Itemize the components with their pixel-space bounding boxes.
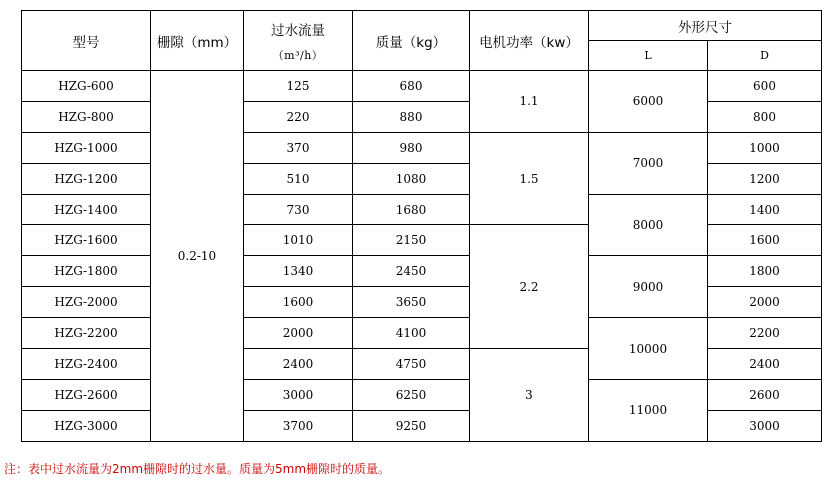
cell-model: HZG-1800 (22, 256, 151, 287)
header-power: 电机功率（kw） (470, 11, 589, 71)
cell-flow: 3000 (244, 379, 353, 410)
header-flow-unit: （m³/h） (272, 48, 324, 62)
footnote: 注：表中过水流量为2mm栅隙时的过水量。质量为5mm栅隙时的质量。 (4, 462, 391, 476)
spec-table (21, 10, 822, 442)
header-gap (151, 11, 244, 71)
table-row (22, 194, 822, 225)
header-gap-label: 栅隙（mm） (156, 34, 238, 51)
header-dim-l: L (589, 41, 708, 71)
header-flow (244, 11, 353, 71)
cell-d: 2200 (708, 318, 822, 349)
table-row (22, 132, 822, 163)
cell-model: HZG-2000 (22, 287, 151, 318)
cell-flow: 370 (244, 132, 353, 163)
cell-model: HZG-800 (22, 101, 151, 132)
cell-mass: 1680 (353, 194, 470, 225)
cell-d: 1600 (708, 225, 822, 256)
cell-d: 1400 (708, 194, 822, 225)
cell-d: 600 (708, 71, 822, 102)
cell-model: HZG-1400 (22, 194, 151, 225)
cell-length: 9000 (589, 256, 708, 318)
cell-mass: 9250 (353, 410, 470, 441)
cell-flow: 1340 (244, 256, 353, 287)
cell-power: 1.1 (470, 71, 589, 133)
header-mass: 质量（kg） (353, 11, 470, 71)
table-row (22, 71, 822, 102)
cell-mass: 4100 (353, 318, 470, 349)
cell-flow: 3700 (244, 410, 353, 441)
header-dims: 外形尺寸 (589, 11, 822, 41)
cell-model: HZG-1000 (22, 132, 151, 163)
cell-power: 1.5 (470, 132, 589, 225)
cell-d: 3000 (708, 410, 822, 441)
cell-flow: 1010 (244, 225, 353, 256)
cell-mass: 2150 (353, 225, 470, 256)
cell-length: 10000 (589, 318, 708, 380)
cell-d: 2000 (708, 287, 822, 318)
cell-gap: 0.2-10 (151, 71, 244, 442)
cell-flow: 1600 (244, 287, 353, 318)
cell-mass: 2450 (353, 256, 470, 287)
header-flow-label: 过水流量 (271, 22, 325, 39)
cell-d: 1800 (708, 256, 822, 287)
cell-flow: 2400 (244, 349, 353, 380)
cell-d: 800 (708, 101, 822, 132)
cell-power: 3 (470, 349, 589, 442)
table-row (22, 318, 822, 349)
table-row (22, 256, 822, 287)
cell-mass: 4750 (353, 349, 470, 380)
cell-d: 1000 (708, 132, 822, 163)
cell-flow: 220 (244, 101, 353, 132)
cell-d: 1200 (708, 163, 822, 194)
cell-flow: 2000 (244, 318, 353, 349)
cell-model: HZG-2600 (22, 379, 151, 410)
cell-power: 2.2 (470, 225, 589, 349)
table-row (22, 379, 822, 410)
cell-flow: 510 (244, 163, 353, 194)
cell-mass: 3650 (353, 287, 470, 318)
cell-model: HZG-2200 (22, 318, 151, 349)
cell-length: 11000 (589, 379, 708, 441)
header-dim-d: D (708, 41, 822, 71)
cell-model: HZG-600 (22, 71, 151, 102)
cell-d: 2600 (708, 379, 822, 410)
header-model: 型号 (22, 11, 151, 71)
cell-flow: 730 (244, 194, 353, 225)
cell-length: 6000 (589, 71, 708, 133)
cell-model: HZG-1600 (22, 225, 151, 256)
cell-model: HZG-1200 (22, 163, 151, 194)
cell-mass: 980 (353, 132, 470, 163)
cell-length: 8000 (589, 194, 708, 256)
cell-mass: 880 (353, 101, 470, 132)
header-row (22, 11, 822, 41)
cell-model: HZG-3000 (22, 410, 151, 441)
cell-model: HZG-2400 (22, 349, 151, 380)
cell-mass: 6250 (353, 379, 470, 410)
cell-length: 7000 (589, 132, 708, 194)
cell-mass: 680 (353, 71, 470, 102)
cell-d: 2400 (708, 349, 822, 380)
cell-mass: 1080 (353, 163, 470, 194)
cell-flow: 125 (244, 71, 353, 102)
